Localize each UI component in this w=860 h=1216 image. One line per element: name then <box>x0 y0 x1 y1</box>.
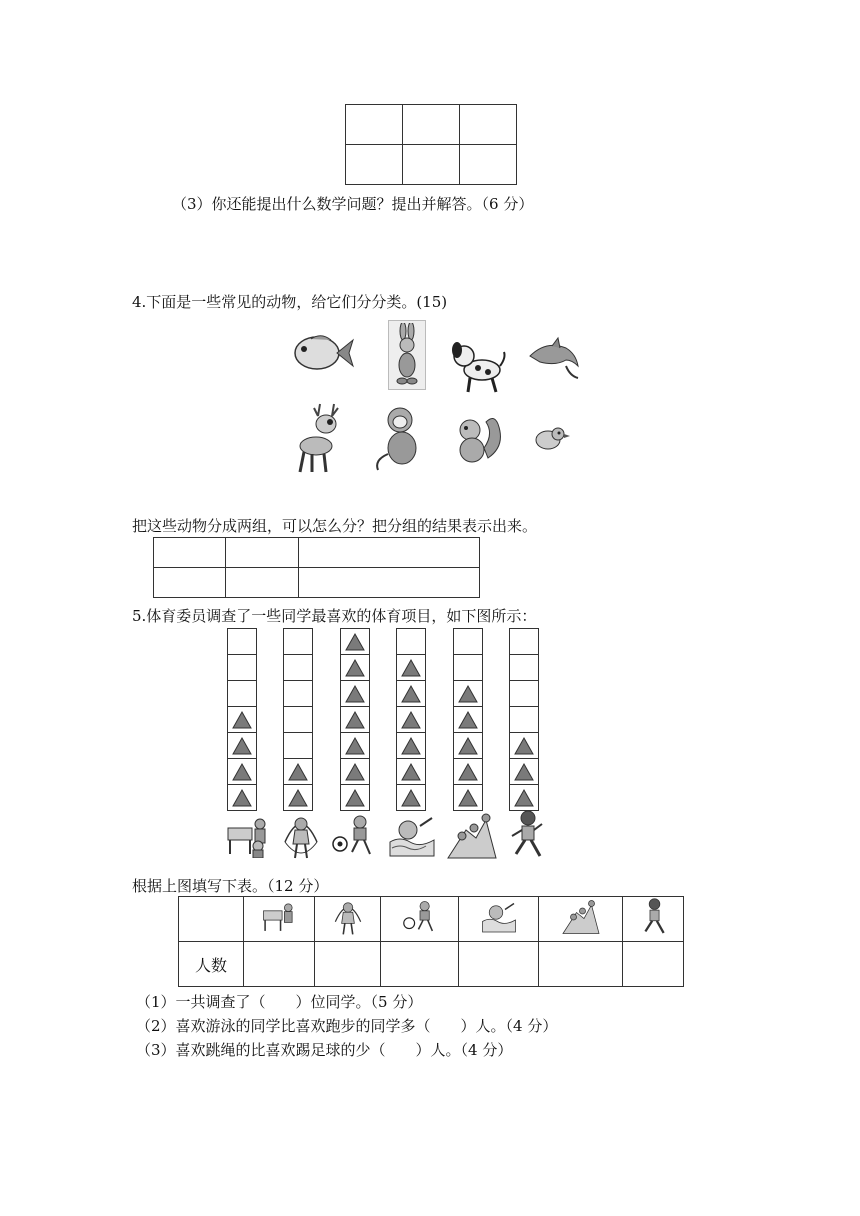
table-cell[interactable] <box>403 105 460 145</box>
triangle-mark <box>401 737 421 755</box>
table-header-soccer <box>381 897 459 942</box>
pictograph-cell <box>509 654 539 681</box>
soccer-icon <box>330 814 378 858</box>
mountain-climbing-icon <box>560 899 602 935</box>
pictograph-cell <box>396 784 426 811</box>
question-5-title: 5.体育委员调查了一些同学最喜欢的体育项目，如下图所示： <box>132 607 537 625</box>
table-cell[interactable] <box>346 105 403 145</box>
pictograph-cell <box>340 706 370 733</box>
soccer-icon <box>401 900 439 934</box>
table-header-jump-rope <box>315 897 381 942</box>
table-cell[interactable] <box>299 568 480 598</box>
pictograph-cell <box>509 732 539 759</box>
triangle-mark <box>401 659 421 677</box>
triangle-mark <box>514 763 534 781</box>
triangle-mark <box>401 711 421 729</box>
question-4-title: 4.下面是一些常见的动物，给它们分分类。(15) <box>132 293 448 311</box>
mountain-climbing-icon <box>446 812 498 860</box>
triangle-mark <box>232 711 252 729</box>
monkey-icon <box>370 404 426 472</box>
triangle-mark <box>514 737 534 755</box>
answer-cell[interactable] <box>381 942 459 987</box>
triangle-mark <box>458 763 478 781</box>
table-cell[interactable] <box>226 538 299 568</box>
pictograph-cell <box>396 758 426 785</box>
pictograph-cell <box>453 784 483 811</box>
table-header-running <box>623 897 684 942</box>
swimming-icon <box>478 899 520 935</box>
table-cell[interactable] <box>154 538 226 568</box>
row-label-count: 人数 <box>179 942 244 987</box>
pictograph-cell <box>227 654 257 681</box>
pictograph-cell <box>283 680 313 707</box>
triangle-mark <box>458 685 478 703</box>
fish-icon <box>290 328 356 378</box>
pictograph-cell <box>509 706 539 733</box>
triangle-mark <box>232 763 252 781</box>
pictograph-cell <box>509 628 539 655</box>
pictograph-cell <box>340 680 370 707</box>
triangle-mark <box>232 789 252 807</box>
pictograph-cell <box>340 732 370 759</box>
triangle-mark <box>345 763 365 781</box>
answer-cell[interactable] <box>315 942 381 987</box>
pictograph-cell <box>453 706 483 733</box>
pictograph-cell <box>340 628 370 655</box>
answer-cell[interactable] <box>244 942 315 987</box>
question-3-text: （3）你还能提出什么数学问题？提出并解答。（6 分） <box>172 195 534 213</box>
bird-icon <box>530 424 570 454</box>
table-cell[interactable] <box>346 145 403 185</box>
sub-question-1: （1）一共调查了（ ）位同学。（5 分） <box>136 993 423 1011</box>
table-cell[interactable] <box>299 538 480 568</box>
pictograph-cell <box>227 706 257 733</box>
pictograph-cell <box>340 784 370 811</box>
triangle-mark <box>288 763 308 781</box>
pictograph-cell <box>283 706 313 733</box>
sports-count-table <box>178 896 684 987</box>
sub-question-3: （3）喜欢跳绳的比喜欢踢足球的少（ ）人。（4 分） <box>136 1041 513 1059</box>
table-cell[interactable] <box>226 568 299 598</box>
triangle-mark <box>345 633 365 651</box>
table-header-mountain-climbing <box>539 897 623 942</box>
table-cell[interactable] <box>154 568 226 598</box>
top-answer-table <box>345 104 517 185</box>
pictograph-cell <box>453 628 483 655</box>
triangle-mark <box>401 763 421 781</box>
answer-cell[interactable] <box>459 942 539 987</box>
pictograph-cell <box>227 732 257 759</box>
deer-icon <box>290 400 356 476</box>
pictograph-cell <box>396 732 426 759</box>
triangle-mark <box>288 789 308 807</box>
table-cell[interactable] <box>403 145 460 185</box>
table-header-table-tennis <box>244 897 315 942</box>
pictograph-cell <box>227 758 257 785</box>
pictograph-cell <box>283 654 313 681</box>
pictograph-cell <box>283 628 313 655</box>
triangle-mark <box>458 789 478 807</box>
triangle-mark <box>345 685 365 703</box>
triangle-mark <box>345 789 365 807</box>
pictograph-cell <box>227 784 257 811</box>
pictograph-cell <box>283 784 313 811</box>
triangle-mark <box>401 789 421 807</box>
triangle-mark <box>514 789 534 807</box>
running-icon <box>508 810 544 860</box>
swimming-icon <box>386 812 438 860</box>
table-tennis-icon <box>226 814 270 858</box>
triangle-mark <box>345 737 365 755</box>
running-icon <box>639 898 667 936</box>
triangle-mark <box>345 711 365 729</box>
triangle-mark <box>401 685 421 703</box>
pictograph-cell <box>340 758 370 785</box>
triangle-mark <box>458 737 478 755</box>
table-cell[interactable] <box>460 105 517 145</box>
pictograph-cell <box>396 628 426 655</box>
answer-cell[interactable] <box>623 942 684 987</box>
grouping-table <box>153 537 480 598</box>
rabbit-icon <box>388 320 426 390</box>
triangle-mark <box>458 711 478 729</box>
pictograph-cell <box>227 680 257 707</box>
pictograph-cell <box>509 680 539 707</box>
jump-rope-icon <box>332 898 364 936</box>
pictograph-cell <box>283 758 313 785</box>
sub-question-2: （2）喜欢游泳的同学比喜欢跑步的同学多（ ）人。（4 分） <box>136 1017 558 1035</box>
pictograph-cell <box>227 628 257 655</box>
pictograph-cell <box>396 680 426 707</box>
pictograph-cell <box>453 654 483 681</box>
pictograph-cell <box>509 758 539 785</box>
pictograph-cell <box>396 654 426 681</box>
pictograph-cell <box>340 654 370 681</box>
pictograph-cell <box>453 732 483 759</box>
triangle-mark <box>345 659 365 677</box>
question-5-fill-instruction: 根据上图填写下表。（12 分） <box>132 877 329 895</box>
dog-icon <box>448 338 508 394</box>
dolphin-icon <box>526 336 582 382</box>
table-tennis-icon <box>262 900 296 934</box>
table-cell[interactable] <box>460 145 517 185</box>
pictograph-cell <box>283 732 313 759</box>
pictograph-cell <box>509 784 539 811</box>
table-header-swimming <box>459 897 539 942</box>
pictograph-cell <box>453 758 483 785</box>
table-corner-cell <box>179 897 244 942</box>
answer-cell[interactable] <box>539 942 623 987</box>
pictograph-cell <box>453 680 483 707</box>
pictograph-cell <box>396 706 426 733</box>
jump-rope-icon <box>281 812 321 860</box>
squirrel-icon <box>450 410 506 466</box>
triangle-mark <box>232 737 252 755</box>
question-4-instruction: 把这些动物分成两组，可以怎么分？把分组的结果表示出来。 <box>132 517 538 535</box>
